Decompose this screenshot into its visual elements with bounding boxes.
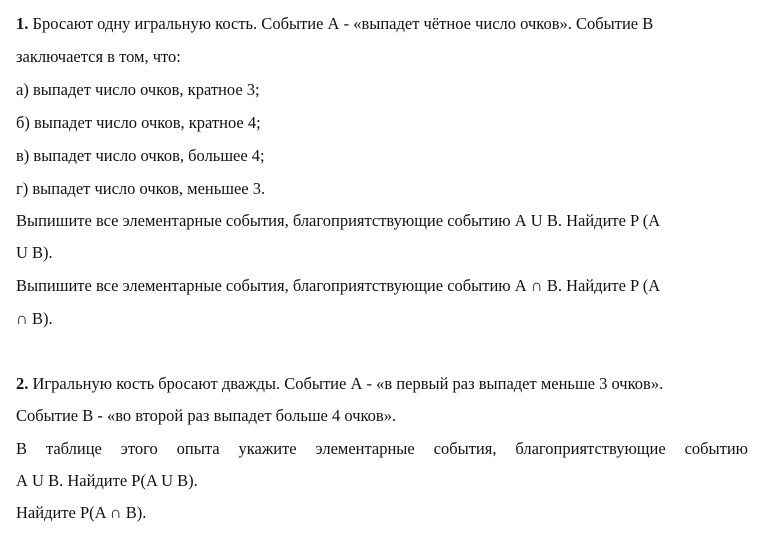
task1-item-b: б) выпадет число очков, кратное 4; [16, 113, 261, 132]
task1-line2: заключается в том, что: [16, 47, 181, 66]
task1-intersection-question-cont: ∩ B). [16, 309, 53, 328]
task1-item-a: а) выпадет число очков, кратное 3; [16, 80, 260, 99]
task2-number: 2. [16, 374, 29, 393]
task2-statement: Игральную кость бросают дважды. Событие А - «в первый раз выпадет меньше 3 очков». [28, 374, 664, 393]
task2-line1 [16, 374, 663, 394]
task1-statement: Бросают одну игральную кость. Событие А - «выпадет чётное число очков». Событие В [28, 14, 654, 33]
task2-line3: В таблице этого опыта укажите элементарные события, благоприятствующие событию [16, 439, 748, 458]
task1-union-question: Выпишите все элементарные события, благоприятствующие событию А U B. Найдите P (A [16, 211, 661, 230]
task2-line5: Найдите P(A ∩ B). [16, 503, 147, 522]
task1-intersection-question: Выпишите все элементарные события, благоприятствующие событию А ∩ B. Найдите P (A [16, 276, 661, 295]
task1-line1 [16, 14, 653, 34]
task1-number: 1. [16, 14, 29, 33]
task2-line2: Событие В - «во второй раз выпадет больше 4 очков». [16, 406, 397, 425]
task1-union-question-cont: U B). [16, 243, 53, 262]
task1-item-d: г) выпадет число очков, меньшее 3. [16, 179, 266, 198]
task2-line4: А U B. Найдите P(A U B). [16, 471, 198, 490]
task1-item-c: в) выпадет число очков, большее 4; [16, 146, 265, 165]
